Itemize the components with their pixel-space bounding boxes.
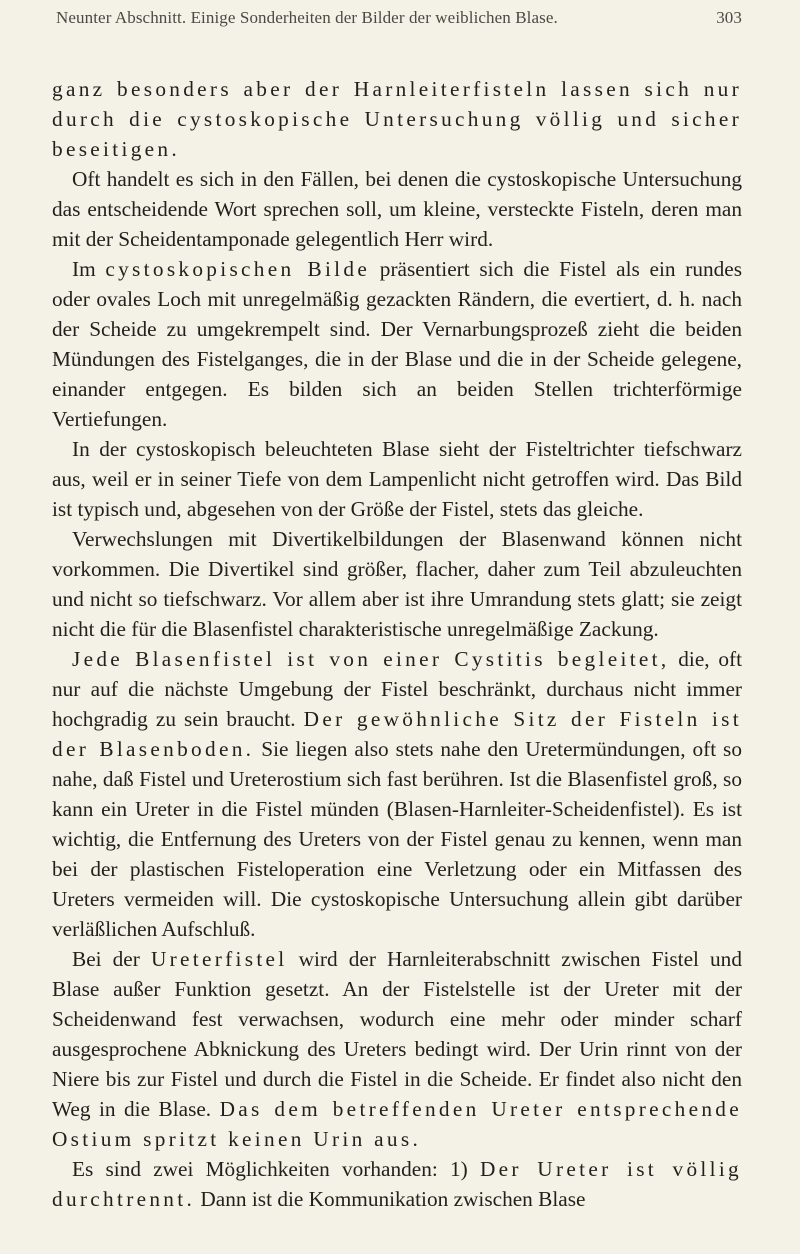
- text-run: Verwechslungen mit Divertikelbildungen der Blasenwand können nicht vorkommen. Die Divertikel sind größer, flacher, daher zum Teil abzuleuchten und nicht so tiefschwarz. Vor allem aber ist ihre Umrandung stets glatt; sie zeigt nicht die für die Blasenfistel charakteristische unregelmäßige Zackung.: [52, 527, 742, 641]
- emphasized-text: ganz besonders aber der Harnleiterfisteln lassen sich nur durch die cystoskopische Untersuchung völlig und sicher beseitigen.: [52, 77, 742, 161]
- page-number: 303: [716, 8, 742, 27]
- paragraph: [52, 254, 742, 434]
- text-run: Im: [72, 257, 106, 281]
- paragraph: [52, 644, 742, 944]
- emphasized-text: cystoskopischen Bilde: [105, 257, 371, 281]
- text-run: Oft handelt es sich in den Fällen, bei denen die cystoskopische Untersuchung das entscheidende Wort sprechen soll, um kleine, versteckte Fisteln, deren man mit der Scheidentamponade gelegentlich Herr wird.: [52, 167, 742, 251]
- text-run: präsentiert sich die Fistel als ein rundes oder ovales Loch mit unregelmäßig gezackten Rändern, die evertiert, d. h. nach der Scheide zu umgekrempelt sind. Der Vernarbungsprozeß zieht die beiden Mündungen des Fistelganges, die in der Blase und die in der Scheide gelegene, einander entgegen. Es bilden sich an beiden Stellen trichterförmige Vertiefungen.: [52, 257, 743, 431]
- paragraph: [52, 1154, 742, 1214]
- text-run: Es sind zwei Möglichkeiten vorhanden: 1): [72, 1157, 480, 1181]
- paragraph: [52, 434, 742, 524]
- text-run: wird der Harnleiterabschnitt zwischen Fistel und Blase außer Funktion gesetzt. An der Fistelstelle ist der Ureter mit der Scheidenwand fest verwachsen, wodurch eine mehr oder minder scharf ausgesprochene Abknickung des Ureters bedingt wird. Der Urin rinnt von der Niere bis zur Fistel und durch die Fistel in die Scheide. Er findet also nicht den Weg in die Blase.: [52, 947, 742, 1121]
- text-run: Bei der: [72, 947, 151, 971]
- text-run: Dann ist die Kommunikation zwischen Blase: [195, 1187, 586, 1211]
- text-run: Sie liegen also stets nahe den Uretermündungen, oft so nahe, daß Fistel und Ureterostium sich fast berühren. Ist die Blasenfistel groß, so kann ein Ureter in die Fistel münden (Blasen-Harnleiter-Scheidenfistel). Es ist wichtig, die Entfernung des Ureters von der Fistel genau zu kennen, wenn man bei der plastischen Fisteloperation eine Verletzung oder ein Mitfassen des Ureters vermeiden will. Die cystoskopische Untersuchung allein gibt darüber verläßlichen Aufschluß.: [52, 737, 742, 941]
- text-run: die, oft nur auf die nächste Umgebung der Fistel beschränkt, durchaus nicht immer hochgradig zu sein braucht.: [52, 647, 742, 731]
- running-title: Neunter Abschnitt. Einige Sonderheiten der Bilder der weiblichen Blase.: [56, 8, 558, 27]
- paragraph: [52, 524, 742, 644]
- emphasized-text: Ureterfistel: [150, 947, 288, 971]
- emphasized-text: Der Ureter ist völlig durchtrennt.: [52, 1157, 743, 1211]
- emphasized-text: Der gewöhnliche Sitz der Fisteln ist der Blasenboden.: [52, 707, 742, 761]
- text-run: In der cystoskopisch beleuchteten Blase sieht der Fisteltrichter tiefschwarz aus, weil er in seiner Tiefe von dem Lampenlicht nicht getroffen wird. Das Bild ist typisch und, abgesehen von der Größe der Fistel, stets das gleiche.: [52, 437, 742, 521]
- emphasized-text: Das dem betreffenden Ureter entsprechende Ostium spritzt keinen Urin aus.: [52, 1097, 742, 1151]
- running-header: [56, 8, 742, 36]
- paragraph: [52, 164, 742, 254]
- paragraph: [52, 74, 742, 164]
- body-text: [52, 74, 742, 1214]
- emphasized-text: Jede Blasenfistel ist von einer Cystitis begleitet,: [72, 647, 670, 671]
- paragraph: [52, 944, 742, 1154]
